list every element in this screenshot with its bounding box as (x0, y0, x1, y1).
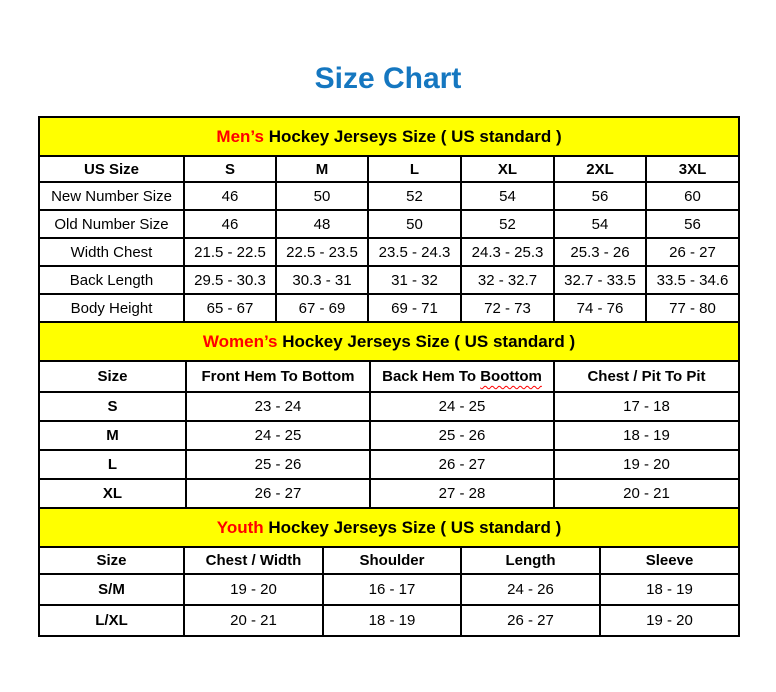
value-cell: 25.3 - 26 (554, 238, 646, 266)
value-cell: 69 - 71 (368, 294, 461, 322)
value-cell: 25 - 26 (370, 421, 554, 450)
value-cell: 16 - 17 (323, 574, 461, 605)
womens-title-highlight: Women’s (202, 331, 278, 351)
column-header: XL (461, 156, 554, 182)
table-row (39, 266, 739, 294)
column-header: Length (461, 547, 600, 574)
value-cell: 17 - 18 (554, 392, 739, 421)
column-header: 2XL (554, 156, 646, 182)
value-cell: 46 (184, 182, 276, 210)
mens-table-title-row (39, 117, 739, 156)
row-label-cell: New Number Size (39, 182, 184, 210)
value-cell: 24.3 - 25.3 (461, 238, 554, 266)
row-label-cell: S (39, 392, 186, 421)
column-header: 3XL (646, 156, 739, 182)
table-row (39, 450, 739, 479)
value-cell: 26 - 27 (461, 605, 600, 636)
value-cell: 29.5 - 30.3 (184, 266, 276, 294)
value-cell: 18 - 19 (600, 574, 739, 605)
row-label-cell: XL (39, 479, 186, 508)
womens-table-header-row (39, 361, 739, 392)
youth-table-body (39, 574, 739, 636)
row-label-cell: Body Height (39, 294, 184, 322)
mens-size-table (38, 116, 740, 323)
row-label-cell: Back Length (39, 266, 184, 294)
youth-title-rest: Hockey Jerseys Size ( US standard ) (263, 517, 562, 537)
table-row (39, 294, 739, 322)
column-header: Shoulder (323, 547, 461, 574)
value-cell: 65 - 67 (184, 294, 276, 322)
back-hem-prefix: Back Hem To (382, 368, 481, 385)
value-cell: 23.5 - 24.3 (368, 238, 461, 266)
column-header: US Size (39, 156, 184, 182)
table-row (39, 574, 739, 605)
value-cell: 48 (276, 210, 368, 238)
value-cell: 26 - 27 (646, 238, 739, 266)
row-label-cell: L/XL (39, 605, 184, 636)
value-cell: 50 (368, 210, 461, 238)
womens-table-title (39, 322, 739, 361)
column-header-back-hem (370, 361, 554, 392)
value-cell: 24 - 25 (186, 421, 370, 450)
value-cell: 20 - 21 (184, 605, 323, 636)
value-cell: 72 - 73 (461, 294, 554, 322)
column-header-chest: Chest / Pit To Pit (554, 361, 739, 392)
womens-table-body (39, 392, 739, 508)
column-header: Chest / Width (184, 547, 323, 574)
column-header: Size (39, 547, 184, 574)
table-row (39, 182, 739, 210)
value-cell: 23 - 24 (186, 392, 370, 421)
value-cell: 25 - 26 (186, 450, 370, 479)
value-cell: 74 - 76 (554, 294, 646, 322)
value-cell: 22.5 - 23.5 (276, 238, 368, 266)
womens-title-rest: Hockey Jerseys Size ( US standard ) (277, 331, 576, 351)
value-cell: 24 - 26 (461, 574, 600, 605)
youth-table-title-row (39, 508, 739, 547)
row-label-cell: S/M (39, 574, 184, 605)
value-cell: 77 - 80 (646, 294, 739, 322)
value-cell: 26 - 27 (370, 450, 554, 479)
value-cell: 19 - 20 (184, 574, 323, 605)
womens-size-table (38, 321, 740, 509)
value-cell: 20 - 21 (554, 479, 739, 508)
value-cell: 27 - 28 (370, 479, 554, 508)
youth-table-header-row (39, 547, 739, 574)
table-row (39, 479, 739, 508)
mens-table-body (39, 182, 739, 322)
value-cell: 56 (646, 210, 739, 238)
youth-size-table (38, 507, 740, 637)
mens-title-highlight: Men’s (216, 126, 264, 146)
size-chart (38, 116, 738, 637)
row-label-cell: Old Number Size (39, 210, 184, 238)
value-cell: 32.7 - 33.5 (554, 266, 646, 294)
value-cell: 30.3 - 31 (276, 266, 368, 294)
womens-table-title-row (39, 322, 739, 361)
youth-title-highlight: Youth (216, 517, 264, 537)
mens-title-rest: Hockey Jerseys Size ( US standard ) (263, 126, 562, 146)
column-header: Sleeve (600, 547, 739, 574)
value-cell: 50 (276, 182, 368, 210)
value-cell: 54 (461, 182, 554, 210)
value-cell: 18 - 19 (554, 421, 739, 450)
row-label-cell: Width Chest (39, 238, 184, 266)
table-row (39, 238, 739, 266)
table-row (39, 210, 739, 238)
value-cell: 54 (554, 210, 646, 238)
table-row (39, 392, 739, 421)
row-label-cell: L (39, 450, 186, 479)
value-cell: 33.5 - 34.6 (646, 266, 739, 294)
value-cell: 19 - 20 (554, 450, 739, 479)
value-cell: 24 - 25 (370, 392, 554, 421)
table-row (39, 605, 739, 636)
value-cell: 26 - 27 (186, 479, 370, 508)
youth-table-title (39, 508, 739, 547)
column-header: M (276, 156, 368, 182)
value-cell: 56 (554, 182, 646, 210)
mens-table-title (39, 117, 739, 156)
value-cell: 46 (184, 210, 276, 238)
row-label-cell: M (39, 421, 186, 450)
page-title: Size Chart (314, 62, 462, 95)
column-header: L (368, 156, 461, 182)
value-cell: 18 - 19 (323, 605, 461, 636)
table-row (39, 421, 739, 450)
value-cell: 21.5 - 22.5 (184, 238, 276, 266)
value-cell: 60 (646, 182, 739, 210)
value-cell: 19 - 20 (600, 605, 739, 636)
value-cell: 32 - 32.7 (461, 266, 554, 294)
value-cell: 31 - 32 (368, 266, 461, 294)
value-cell: 52 (461, 210, 554, 238)
column-header-front-hem: Front Hem To Bottom (186, 361, 370, 392)
value-cell: 52 (368, 182, 461, 210)
column-header: S (184, 156, 276, 182)
mens-table-header-row (39, 156, 739, 182)
misspelled-word: Boottom (480, 368, 542, 385)
value-cell: 67 - 69 (276, 294, 368, 322)
column-header-size: Size (39, 361, 186, 392)
